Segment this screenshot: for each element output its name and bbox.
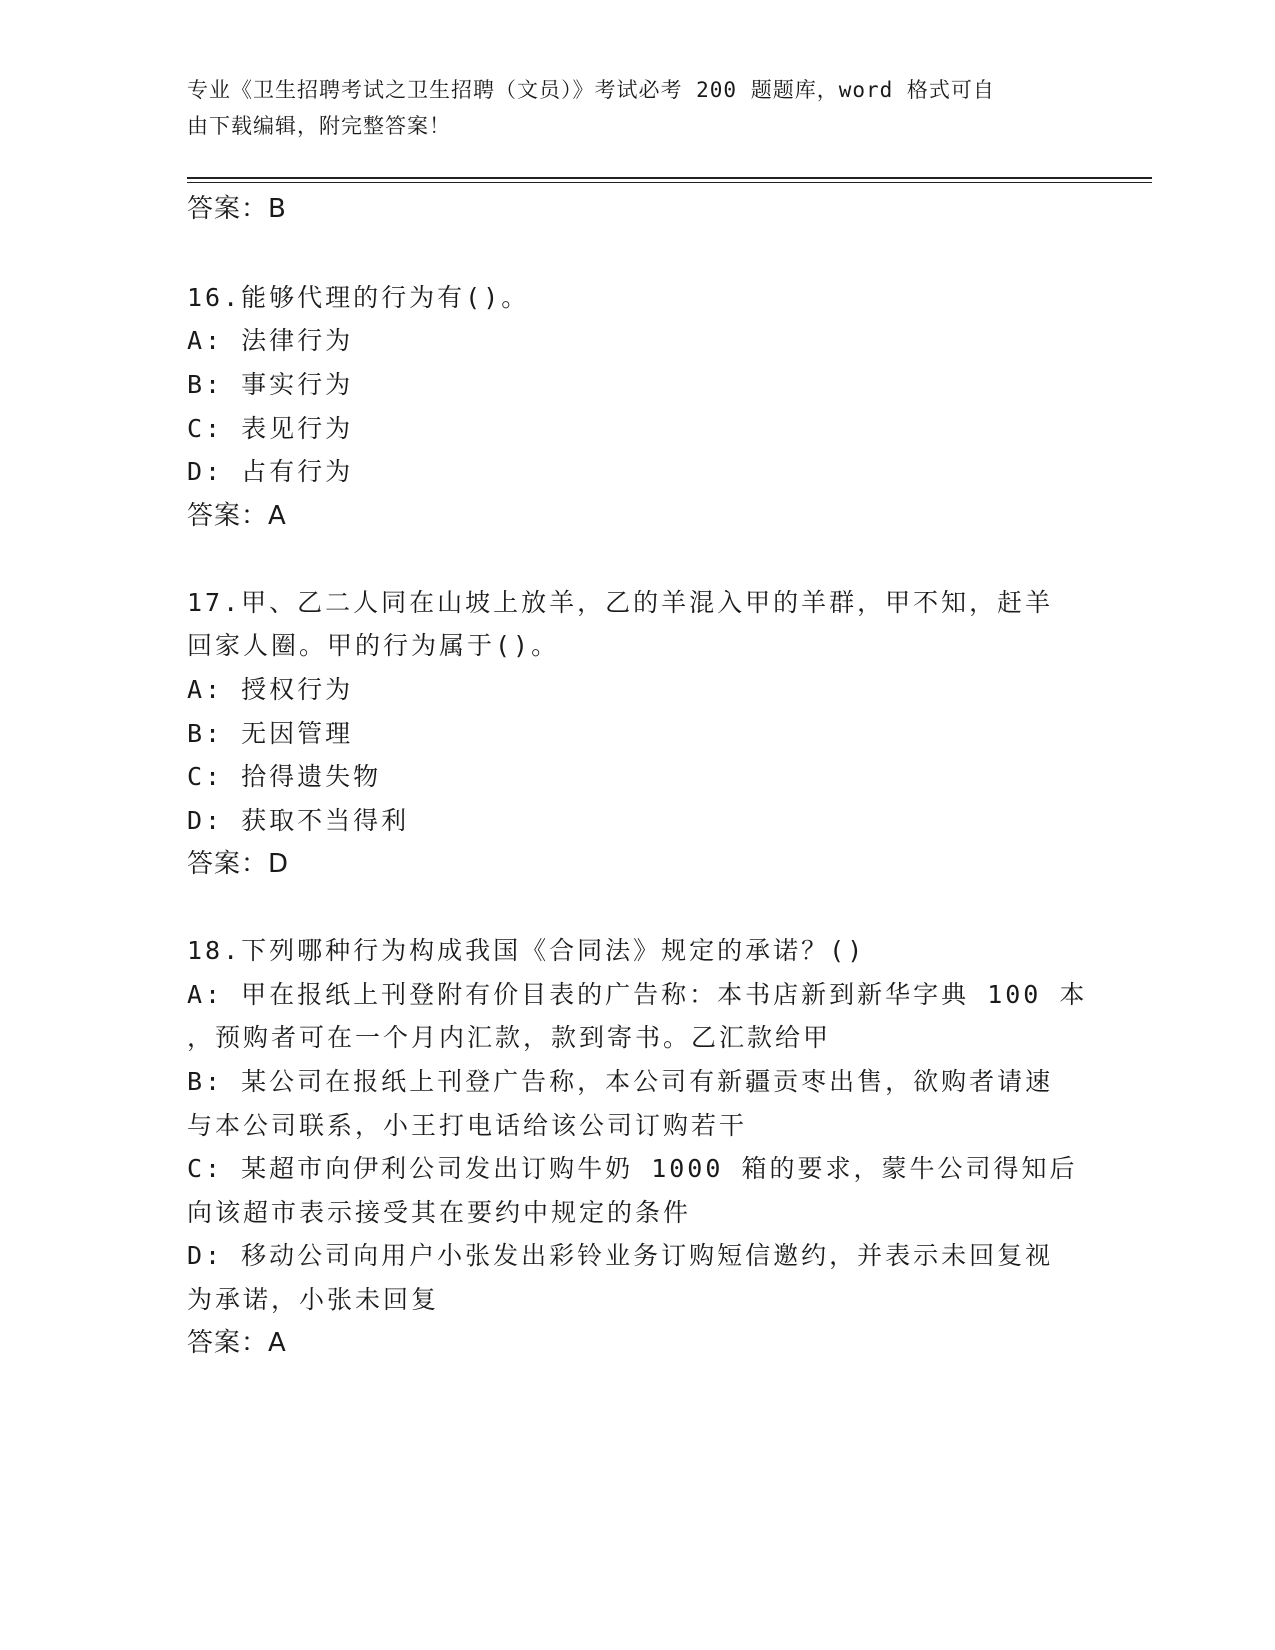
question-18-option-c-line-2: 向该超市表示接受其在要约中规定的条件 xyxy=(187,1198,692,1227)
header-divider-thick xyxy=(187,177,1152,179)
question-17-option-c: C: 拾得遗失物 xyxy=(187,762,382,791)
question-16-stem: 16.能够代理的行为有()。 xyxy=(187,283,530,312)
question-17-option-d: D: 获取不当得利 xyxy=(187,806,410,835)
question-16-option-b: B: 事实行为 xyxy=(187,370,354,399)
question-17-answer: 答案：D xyxy=(187,849,290,879)
question-17-stem-line-1: 17.甲、乙二人同在山坡上放羊，乙的羊混入甲的羊群，甲不知，赶羊 xyxy=(187,588,1054,617)
question-16-option-d: D: 占有行为 xyxy=(187,457,354,486)
question-18-answer: 答案：A xyxy=(187,1328,287,1358)
question-18-stem: 18.下列哪种行为构成我国《合同法》规定的承诺？() xyxy=(187,936,866,965)
question-17-stem-line-2: 回家人圈。甲的行为属于()。 xyxy=(187,631,560,660)
header-line-1: 专业《卫生招聘考试之卫生招聘（文员）》考试必考 200 题题库，word 格式可自 xyxy=(187,78,995,102)
question-17-option-a: A: 授权行为 xyxy=(187,675,354,704)
header-divider-thin xyxy=(187,182,1152,183)
header-line-2: 由下载编辑，附完整答案！ xyxy=(187,114,451,138)
document-header xyxy=(187,72,1067,144)
question-18-option-b-line-1: B: 某公司在报纸上刊登广告称，本公司有新疆贡枣出售，欲购者请速 xyxy=(187,1067,1054,1096)
question-18-option-c-line-1: C: 某超市向伊利公司发出订购牛奶 1000 箱的要求，蒙牛公司得知后 xyxy=(187,1154,1078,1183)
question-18-option-d-line-1: D: 移动公司向用户小张发出彩铃业务订购短信邀约，并表示未回复视 xyxy=(187,1241,1054,1270)
answer-prev: 答案：B xyxy=(187,194,287,224)
question-18-option-a-line-1: A: 甲在报纸上刊登附有价目表的广告称：本书店新到新华字典 100 本 xyxy=(187,980,1088,1009)
question-18-option-b-line-2: 与本公司联系，小王打电话给该公司订购若干 xyxy=(187,1111,748,1140)
question-16-option-c: C: 表见行为 xyxy=(187,414,354,443)
question-18-option-a-line-2: ，预购者可在一个月内汇款，款到寄书。乙汇款给甲 xyxy=(187,1023,832,1052)
question-17-option-b: B: 无因管理 xyxy=(187,719,354,748)
question-16-answer: 答案：A xyxy=(187,501,287,531)
question-16-option-a: A: 法律行为 xyxy=(187,326,354,355)
question-18-option-d-line-2: 为承诺，小张未回复 xyxy=(187,1285,440,1314)
